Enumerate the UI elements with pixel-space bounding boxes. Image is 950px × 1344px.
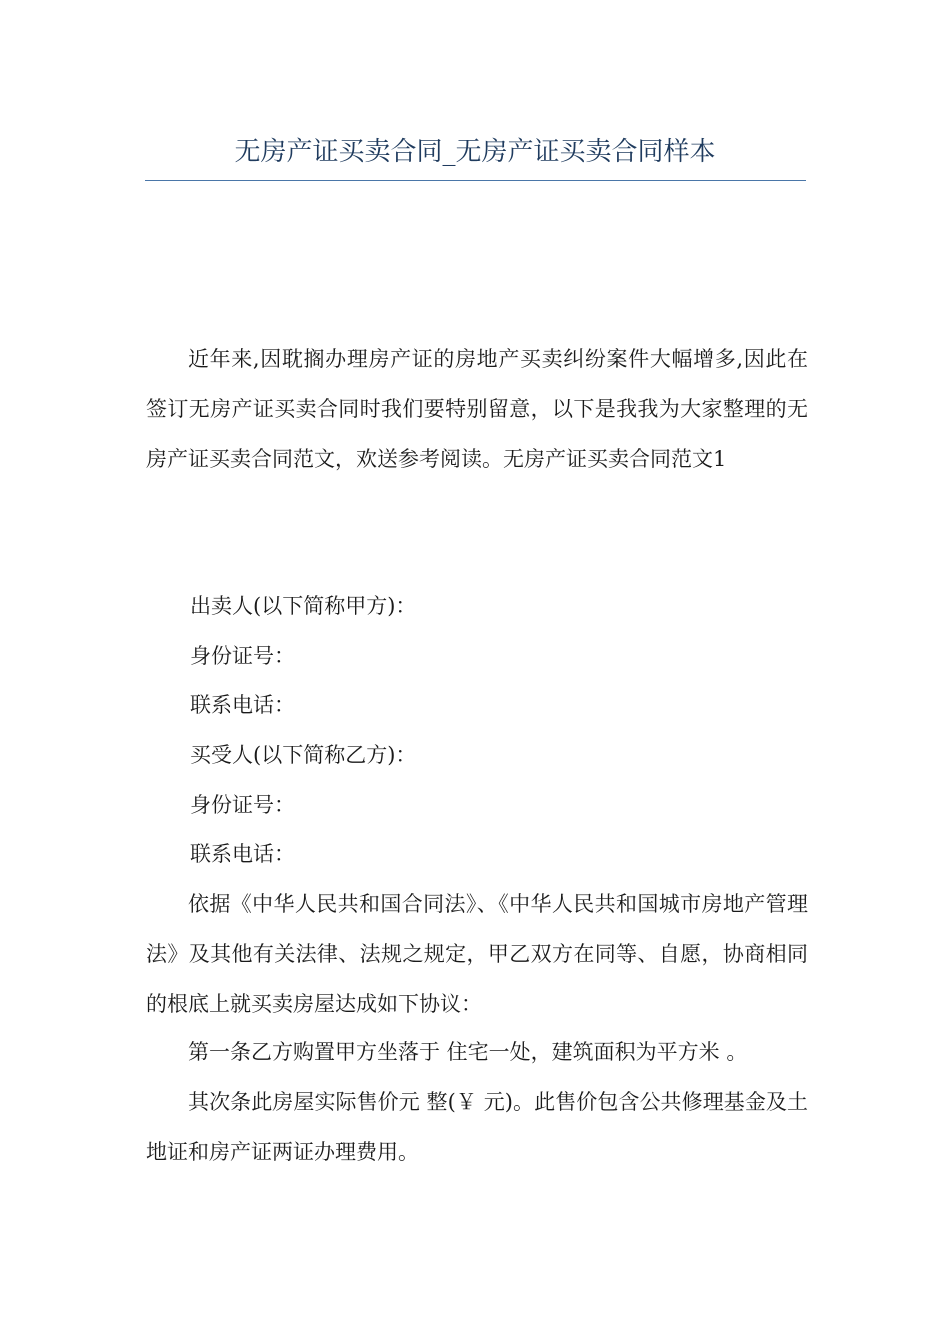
- title-underline: [145, 180, 806, 181]
- seller-phone-line: 联系电话：: [190, 693, 295, 717]
- buyer-id-line: 身份证号：: [190, 793, 295, 817]
- article-2-paragraph: 其次条此房屋实际售价元 整(￥ 元)。此售价包含公共修理基金及土地证和房产证两证办理费用。: [146, 1090, 808, 1164]
- article-1-paragraph: 第一条乙方购置甲方坐落于 住宅一处，建筑面积为平方米 。: [188, 1040, 748, 1064]
- buyer-phone-line: 联系电话：: [190, 842, 295, 866]
- seller-line: 出卖人(以下简称甲方)：: [190, 594, 417, 618]
- intro-paragraph: 近年来,因耽搁办理房产证的房地产买卖纠纷案件大幅增多,因此在签订无房产证买卖合同时我们要特别留意，以下是我我为大家整理的无房产证买卖合同范文，欢送参考阅读。无房产证买卖合同范文1: [146, 347, 808, 471]
- document-title: 无房产证买卖合同_无房产证买卖合同样本: [234, 137, 716, 167]
- seller-id-line: 身份证号：: [190, 644, 295, 668]
- buyer-line: 买受人(以下简称乙方)：: [190, 743, 417, 767]
- legal-basis-paragraph: 依据《中华人民共和国合同法》、《中华人民共和国城市房地产管理法》及其他有关法律、法规之规定，甲乙双方在同等、自愿，协商相同的根底上就买卖房屋达成如下协议：: [146, 892, 808, 1016]
